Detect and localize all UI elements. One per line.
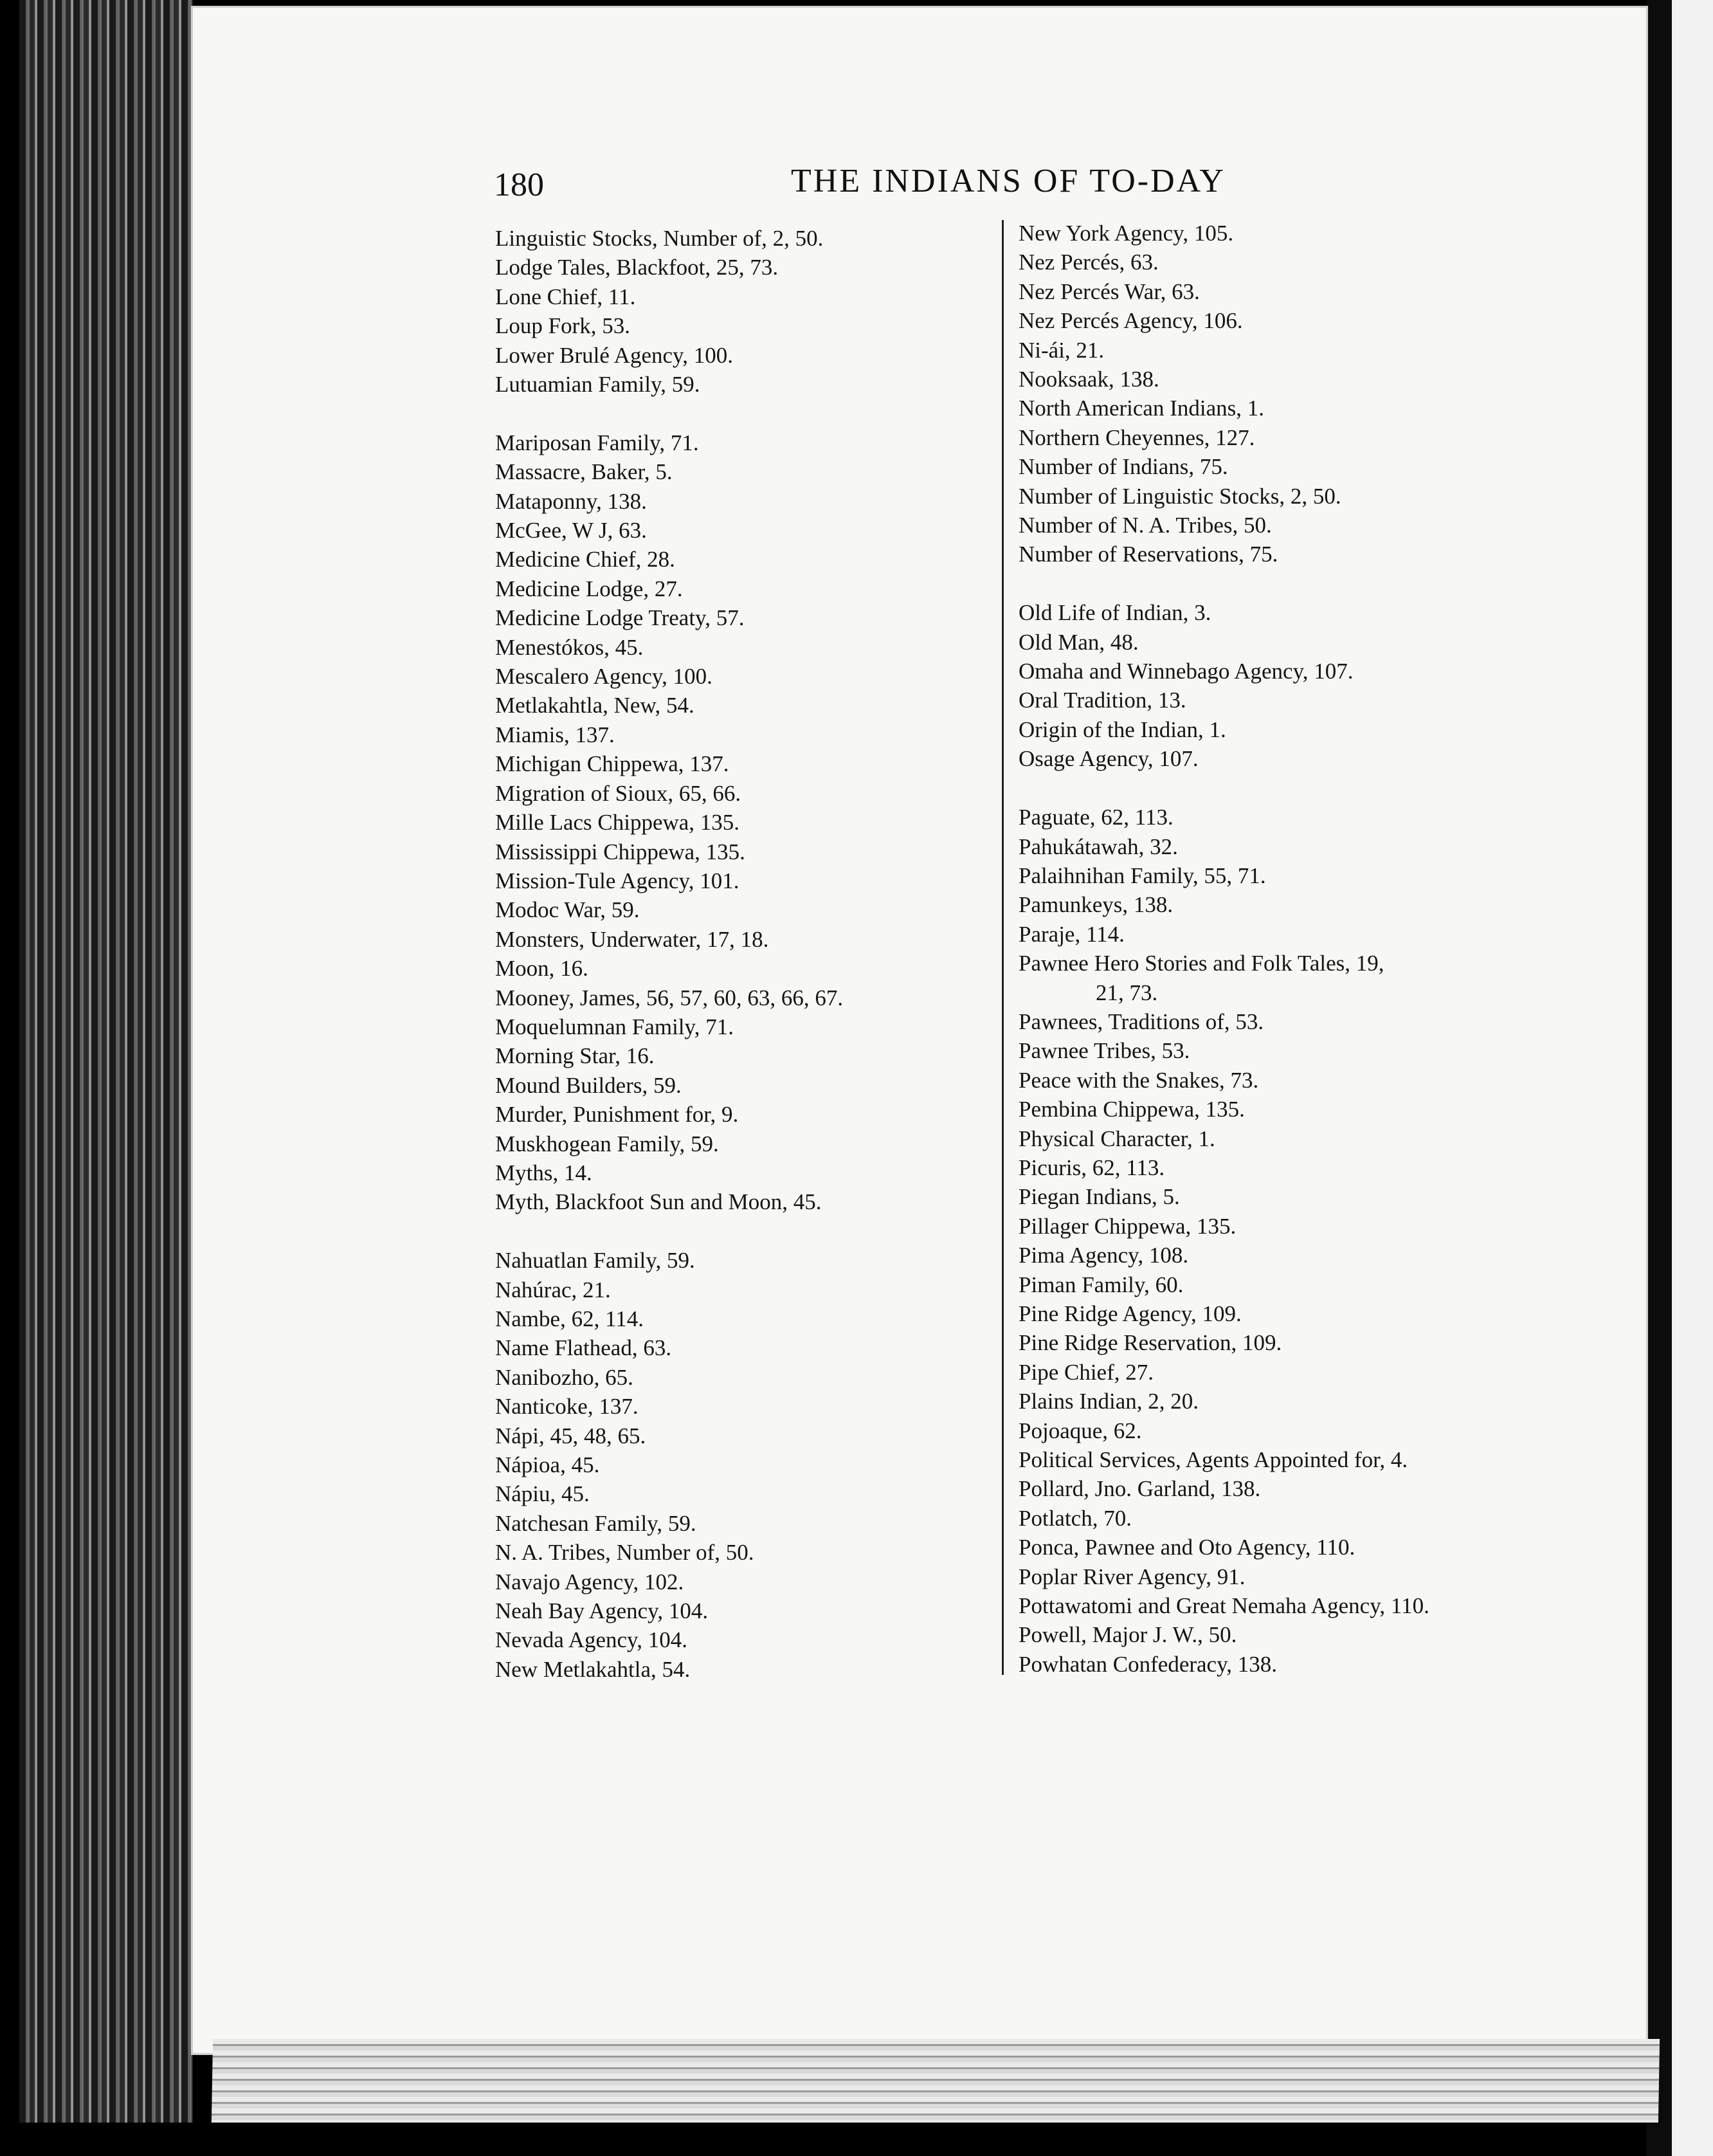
- index-entry: New York Agency, 105.: [1019, 221, 1234, 246]
- index-entry: Northern Cheyennes, 127.: [1019, 425, 1255, 450]
- index-entry: Myths, 14.: [495, 1160, 592, 1185]
- index-entry: Modoc War, 59.: [495, 897, 640, 923]
- index-entry: Pottawatomi and Great Nemaha Agency, 110.: [1019, 1593, 1429, 1619]
- index-entry: Pine Ridge Agency, 109.: [1019, 1301, 1242, 1326]
- index-entry: Nooksaak, 138.: [1019, 367, 1159, 392]
- index-entry: Ni-ái, 21.: [1019, 337, 1105, 363]
- index-entry: 21, 73.: [1096, 980, 1158, 1005]
- index-entry: Morning Star, 16.: [495, 1043, 655, 1069]
- index-entry: Nanibozho, 65.: [495, 1364, 633, 1390]
- index-entry: Name Flathead, 63.: [495, 1335, 672, 1361]
- index-entry: Pahukátawah, 32.: [1019, 834, 1178, 859]
- index-entry: Menestókos, 45.: [495, 634, 644, 660]
- book-bottom-edges: [212, 2039, 1660, 2123]
- index-entry: Medicine Chief, 28.: [495, 547, 675, 572]
- index-entry: Monsters, Underwater, 17, 18.: [495, 926, 769, 952]
- index-entry: Pamunkeys, 138.: [1019, 892, 1174, 918]
- index-entry: Nanticoke, 137.: [495, 1394, 639, 1420]
- index-entry: Paraje, 114.: [1019, 921, 1125, 947]
- index-entry: Picuris, 62, 113.: [1019, 1155, 1165, 1180]
- index-entry: Mooney, James, 56, 57, 60, 63, 66, 67.: [495, 985, 844, 1010]
- index-entry: Loup Fork, 53.: [495, 313, 630, 339]
- index-entry: Piman Family, 60.: [1019, 1272, 1184, 1297]
- index-entry: McGee, W J, 63.: [495, 518, 647, 544]
- index-entry: Migration of Sioux, 65, 66.: [495, 780, 741, 806]
- index-entry: Nez Percés War, 63.: [1019, 279, 1200, 304]
- index-entry: Ponca, Pawnee and Oto Agency, 110.: [1019, 1535, 1355, 1560]
- index-entry: Piegan Indians, 5.: [1019, 1184, 1180, 1210]
- index-entry: Pine Ridge Reservation, 109.: [1019, 1330, 1282, 1356]
- index-entry: Nápiu, 45.: [495, 1481, 590, 1507]
- index-entry: Lone Chief, 11.: [495, 284, 636, 309]
- index-entry: Lodge Tales, Blackfoot, 25, 73.: [495, 255, 779, 280]
- index-entry: Poplar River Agency, 91.: [1019, 1564, 1246, 1589]
- index-entry: Miamis, 137.: [495, 722, 615, 747]
- index-entry: Peace with the Snakes, 73.: [1019, 1067, 1259, 1093]
- index-entry: Nez Percés Agency, 106.: [1019, 308, 1243, 334]
- index-entry: Lutuamian Family, 59.: [495, 372, 700, 397]
- index-entry: Omaha and Winnebago Agency, 107.: [1019, 659, 1354, 684]
- index-entry: Nápi, 45, 48, 65.: [495, 1423, 646, 1448]
- index-entry: Muskhogean Family, 59.: [495, 1131, 719, 1156]
- index-entry: Metlakahtla, New, 54.: [495, 693, 694, 718]
- index-entry: Old Life of Indian, 3.: [1019, 600, 1211, 626]
- index-entry: Mescalero Agency, 100.: [495, 664, 712, 690]
- section-gap: [1019, 774, 1662, 803]
- index-entry: Powell, Major J. W., 50.: [1019, 1622, 1237, 1648]
- index-entry: Mataponny, 138.: [495, 488, 647, 514]
- index-entry: Powhatan Confederacy, 138.: [1019, 1651, 1278, 1677]
- book-page-edges: [19, 0, 193, 2123]
- index-entry: N. A. Tribes, Number of, 50.: [495, 1540, 754, 1566]
- index-entry: Nápioa, 45.: [495, 1452, 600, 1478]
- index-entry: Massacre, Baker, 5.: [495, 459, 673, 485]
- index-entry: Nambe, 62, 114.: [495, 1306, 644, 1331]
- index-entry: Moon, 16.: [495, 956, 588, 982]
- index-entry: Medicine Lodge Treaty, 57.: [495, 605, 745, 631]
- index-entry: Number of N. A. Tribes, 50.: [1019, 513, 1272, 538]
- index-entry: Nez Percés, 63.: [1019, 250, 1159, 275]
- index-entry: Michigan Chippewa, 137.: [495, 751, 729, 777]
- index-entry: Lower Brulé Agency, 100.: [495, 342, 733, 368]
- index-entry: Mound Builders, 59.: [495, 1072, 682, 1098]
- index-entry: Linguistic Stocks, Number of, 2, 50.: [495, 226, 824, 251]
- index-entry: Mississippi Chippewa, 135.: [495, 839, 745, 864]
- index-entry: Number of Reservations, 75.: [1019, 542, 1278, 567]
- index-entry: Myth, Blackfoot Sun and Moon, 45.: [495, 1189, 822, 1215]
- index-entry: New Metlakahtla, 54.: [495, 1656, 691, 1682]
- index-entry: Murder, Punishment for, 9.: [495, 1102, 739, 1128]
- book-page: [193, 8, 1646, 2053]
- index-entry: Pillager Chippewa, 135.: [1019, 1213, 1237, 1239]
- index-entry: Mille Lacs Chippewa, 135.: [495, 810, 740, 836]
- section-gap: [1019, 569, 1662, 598]
- index-entry: Pawnee Tribes, 53.: [1019, 1038, 1190, 1064]
- index-column-right: [1019, 219, 1662, 1679]
- index-entry: Navajo Agency, 102.: [495, 1569, 684, 1594]
- index-entry: Origin of the Indian, 1.: [1019, 717, 1226, 742]
- index-entry: Palaihnihan Family, 55, 71.: [1019, 863, 1266, 888]
- index-entry: Pawnees, Traditions of, 53.: [1019, 1009, 1264, 1034]
- index-entry: Neah Bay Agency, 104.: [495, 1598, 709, 1624]
- index-entry: Nahúrac, 21.: [495, 1277, 611, 1302]
- index-entry: Political Services, Agents Appointed for, 4.: [1019, 1447, 1408, 1473]
- index-entry: Mission-Tule Agency, 101.: [495, 868, 739, 893]
- index-entry: Nahuatlan Family, 59.: [495, 1248, 695, 1274]
- index-entry: Physical Character, 1.: [1019, 1126, 1215, 1151]
- index-entry: Pembina Chippewa, 135.: [1019, 1097, 1245, 1122]
- index-entry: Pipe Chief, 27.: [1019, 1359, 1154, 1385]
- facing-page-edge: [1672, 0, 1713, 2156]
- index-entry: Number of Linguistic Stocks, 2, 50.: [1019, 483, 1341, 509]
- index-entry: Pima Agency, 108.: [1019, 1243, 1189, 1268]
- index-entry: North American Indians, 1.: [1019, 396, 1264, 421]
- index-entry: Old Man, 48.: [1019, 629, 1139, 655]
- running-title: THE INDIANS OF TO-DAY: [791, 163, 1226, 199]
- index-entry: Osage Agency, 107.: [1019, 746, 1199, 772]
- index-entry: Pawnee Hero Stories and Folk Tales, 19,: [1019, 951, 1384, 976]
- index-entry: Pollard, Jno. Garland, 138.: [1019, 1476, 1261, 1502]
- index-entry: Mariposan Family, 71.: [495, 430, 699, 455]
- column-divider: [1002, 220, 1004, 1675]
- index-entry: Medicine Lodge, 27.: [495, 576, 683, 601]
- index-entry: Paguate, 62, 113.: [1019, 805, 1174, 830]
- index-entry: Plains Indian, 2, 20.: [1019, 1389, 1199, 1414]
- page-header: [193, 162, 1646, 214]
- index-entry: Moquelumnan Family, 71.: [495, 1014, 734, 1039]
- index-entry: Natchesan Family, 59.: [495, 1510, 696, 1536]
- index-entry: Nevada Agency, 104.: [495, 1627, 688, 1653]
- index-entry: Pojoaque, 62.: [1019, 1418, 1142, 1443]
- index-entry: Potlatch, 70.: [1019, 1505, 1132, 1531]
- index-entry: Number of Indians, 75.: [1019, 454, 1228, 480]
- index-entry: Oral Tradition, 13.: [1019, 688, 1186, 713]
- page-number: 180: [494, 167, 544, 203]
